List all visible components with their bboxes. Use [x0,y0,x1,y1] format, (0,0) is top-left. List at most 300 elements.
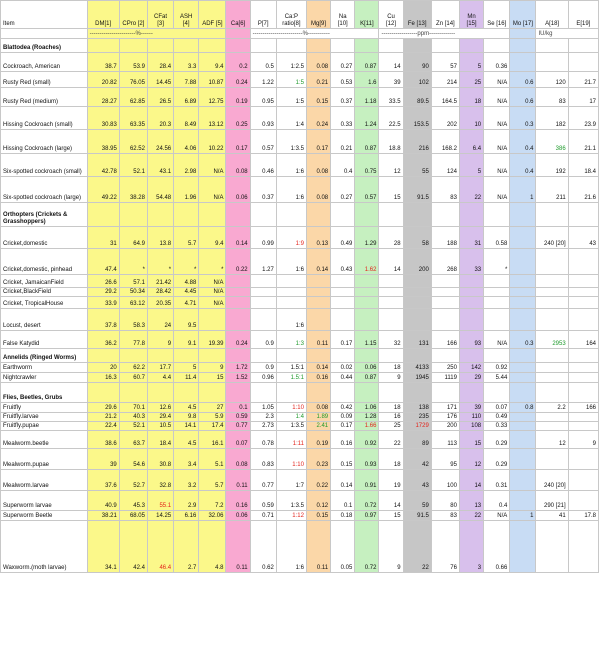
table-cell: 4133 [403,363,431,373]
table-cell: 38.21 [87,511,119,521]
table-cell: 21.1 [568,130,598,154]
table-cell: 14 [379,491,403,511]
table-cell [403,383,431,403]
table-cell: 0.11 [306,521,330,573]
table-cell: 55.1 [147,491,173,511]
table-cell: N/A [484,154,510,177]
table-cell [379,309,403,331]
table-cell: 0.16 [306,373,330,383]
table-cell: 0.72 [355,521,379,573]
table-cell [568,203,598,227]
table-cell [568,249,598,275]
table-cell [403,288,431,297]
table-cell: 58.3 [119,309,147,331]
table-cell: 0.02 [331,363,355,373]
table-cell: 25 [459,72,483,88]
table-cell: 5.7 [174,227,199,249]
section-label: Blattodea (Roaches) [1,39,88,53]
table-cell: 0.17 [226,130,250,154]
table-cell [568,470,598,491]
table-cell: 42 [403,449,431,470]
table-cell [355,383,379,403]
column-header: A[18] [536,1,568,29]
item-name: Rusty Red (medium) [1,88,88,107]
table-cell: 38.6 [87,431,119,449]
table-cell: 0.46 [250,154,276,177]
table-row [1,491,599,511]
table-cell: 1.18 [355,88,379,107]
section-header-row [1,203,599,227]
units-row [1,29,599,39]
table-cell: 76 [431,521,459,573]
table-cell [379,383,403,403]
table-row [1,511,599,521]
table-cell: 5 [174,363,199,373]
table-cell: 0.15 [306,88,330,107]
table-cell [403,309,431,331]
table-cell [355,288,379,297]
table-cell [199,203,226,227]
table-cell: 1.15 [355,331,379,349]
item-name: Mealworm.beetle [1,431,88,449]
table-cell [226,288,250,297]
table-cell: 214 [431,72,459,88]
table-cell: 1:10 [276,449,306,470]
table-cell: 29.4 [147,413,173,422]
table-cell [459,39,483,53]
table-cell: 46.4 [147,521,173,573]
table-cell: 22.4 [87,422,119,431]
table-cell: 0.07 [226,431,250,449]
table-cell: 9.5 [174,309,199,331]
table-cell: 0.08 [226,449,250,470]
table-cell: 0.14 [226,227,250,249]
table-cell [355,203,379,227]
table-cell: * [174,249,199,275]
table-cell: 30.83 [87,107,119,130]
table-cell: 39 [379,72,403,88]
table-cell [431,349,459,363]
table-cell: 30.8 [147,449,173,470]
table-cell [568,413,598,422]
table-cell: 32 [379,331,403,349]
table-cell [510,413,536,422]
table-cell: 0.2 [226,53,250,72]
table-cell: 0.58 [484,227,510,249]
table-cell: 26.5 [147,88,173,107]
table-cell: N/A [484,177,510,203]
table-cell: 39 [87,449,119,470]
table-cell: 0.59 [226,413,250,422]
table-cell: 17.8 [568,511,598,521]
table-cell: 2.73 [250,422,276,431]
table-cell: 120 [536,72,568,88]
table-cell: 1:6 [276,521,306,573]
table-cell: 21.7 [568,72,598,88]
table-cell: 216 [403,130,431,154]
table-cell: 0.15 [306,511,330,521]
table-cell [431,39,459,53]
table-row [1,431,599,449]
table-cell [484,297,510,309]
table-cell: 1:2.5 [276,53,306,72]
table-cell: 29.6 [87,403,119,413]
table-cell [510,449,536,470]
item-name: Cockroach, American [1,53,88,72]
table-cell: 1:6 [276,249,306,275]
table-cell: 62.85 [119,88,147,107]
table-cell [226,309,250,331]
table-cell [306,275,330,288]
table-cell: 1 [510,511,536,521]
table-cell: 17.4 [199,422,226,431]
item-name: Locust, desert [1,309,88,331]
table-cell: 32.06 [199,511,226,521]
column-header: CFat [3] [147,1,173,29]
table-cell: 0.25 [226,107,250,130]
table-cell [147,39,173,53]
table-cell [226,275,250,288]
table-cell: 63.12 [119,297,147,309]
table-cell [226,349,250,363]
column-header: Zn [14] [431,1,459,29]
table-cell: 13.12 [199,107,226,130]
table-cell: 2953 [536,331,568,349]
table-cell: 20.82 [87,72,119,88]
table-cell: 8.49 [174,107,199,130]
table-cell [536,39,568,53]
table-cell: 153.5 [403,107,431,130]
item-name: Waxworm.(moth larvae) [1,521,88,573]
table-row [1,373,599,383]
table-cell [510,349,536,363]
item-name: Superworm Beetle [1,511,88,521]
table-cell [459,203,483,227]
table-cell: 20.3 [147,107,173,130]
table-cell: N/A [199,154,226,177]
table-cell: 27 [199,403,226,413]
table-cell: 60.7 [119,373,147,383]
table-cell: 235 [403,413,431,422]
table-cell [510,288,536,297]
table-cell: 32.8 [147,470,173,491]
table-cell [250,349,276,363]
table-cell [431,383,459,403]
table-cell: 10.22 [199,130,226,154]
table-cell [459,349,483,363]
table-cell: 0.06 [226,177,250,203]
table-cell [250,309,276,331]
table-cell: 59 [403,491,431,511]
table-cell: 0.95 [250,88,276,107]
table-cell: 131 [403,331,431,349]
table-cell [355,297,379,309]
table-cell: 14.1 [174,422,199,431]
table-cell: 2.7 [174,521,199,573]
table-cell: 0.9 [250,331,276,349]
table-cell: 0.5 [250,53,276,72]
table-cell: 1.28 [355,413,379,422]
table-cell: 23.9 [568,107,598,130]
table-cell [226,297,250,309]
table-cell: 80 [431,491,459,511]
table-cell: 4.06 [174,130,199,154]
table-cell: 200 [403,249,431,275]
table-cell [459,288,483,297]
table-cell [431,309,459,331]
table-cell: 0.29 [484,431,510,449]
table-cell [510,491,536,511]
table-cell: 28.27 [87,88,119,107]
table-cell [510,431,536,449]
table-cell: 1:6 [276,309,306,331]
table-cell: 0.3 [510,107,536,130]
table-cell: 31 [459,227,483,249]
table-cell: 52.7 [119,470,147,491]
table-cell: 83 [536,88,568,107]
table-cell: 83 [431,511,459,521]
table-cell: 28.42 [147,288,173,297]
table-cell [119,383,147,403]
column-header: Mn [15] [459,1,483,29]
table-cell: 0.21 [306,72,330,88]
table-cell: 40.9 [87,491,119,511]
item-name: Cricket,BlackField [1,288,88,297]
table-cell: 0.57 [250,130,276,154]
table-cell [459,309,483,331]
table-cell: 40.3 [119,413,147,422]
table-cell: 0.93 [250,107,276,130]
item-name: Cricket, TropicalHouse [1,297,88,309]
table-cell: 166 [431,331,459,349]
table-cell: 83 [431,177,459,203]
table-cell [379,203,403,227]
table-cell: 1:9 [276,227,306,249]
section-label: Annelids (Ringed Worms) [1,349,88,363]
item-name: Cricket,domestic, pinhead [1,249,88,275]
item-name: Rusty Red (small) [1,72,88,88]
table-cell: 89.5 [403,88,431,107]
table-cell [510,203,536,227]
table-cell: 124 [431,154,459,177]
table-cell: * [484,249,510,275]
column-header: Ca[6] [226,1,250,29]
table-cell [510,373,536,383]
table-cell: 5 [459,53,483,72]
table-cell: 6.89 [174,88,199,107]
table-cell: 11.4 [174,373,199,383]
table-row [1,403,599,413]
table-cell: 1.72 [226,363,250,373]
table-cell [199,309,226,331]
table-cell [431,297,459,309]
table-cell [276,275,306,288]
table-cell: 15 [379,511,403,521]
column-header: ADF [5] [199,1,226,29]
table-cell: 9 [147,331,173,349]
table-cell: 18.4 [568,154,598,177]
table-row [1,309,599,331]
table-cell [568,349,598,363]
table-cell: 0.87 [355,130,379,154]
column-header: Item [1,1,88,29]
table-cell [147,203,173,227]
table-cell: 4.8 [199,521,226,573]
table-cell: 0.14 [306,249,330,275]
table-cell: 4.71 [174,297,199,309]
table-cell: 142 [459,363,483,373]
table-cell [250,275,276,288]
table-cell [331,39,355,53]
table-cell: 7.88 [174,72,199,88]
table-cell: 9 [379,373,403,383]
table-cell: 54.6 [119,449,147,470]
table-cell [276,288,306,297]
table-row [1,72,599,88]
table-cell [276,203,306,227]
table-cell: 22.5 [379,107,403,130]
table-cell: 1.24 [355,107,379,130]
table-cell: 20 [87,363,119,373]
table-cell [510,470,536,491]
table-row [1,422,599,431]
table-cell [119,349,147,363]
units-spacer [1,29,88,39]
table-cell: 0.87 [355,53,379,72]
table-cell: 42.78 [87,154,119,177]
table-cell [379,39,403,53]
table-cell [276,383,306,403]
table-cell [306,297,330,309]
table-cell [568,491,598,511]
table-row [1,227,599,249]
table-cell: 0.21 [331,130,355,154]
table-cell: 47.4 [87,249,119,275]
table-cell: 6.16 [174,511,199,521]
table-cell: 0.49 [484,413,510,422]
table-cell: 91.5 [403,511,431,521]
table-cell [536,413,568,422]
table-cell: 1.29 [355,227,379,249]
table-cell: 3.2 [174,470,199,491]
table-cell [306,309,330,331]
table-cell [536,203,568,227]
table-cell: 1.89 [306,413,330,422]
table-cell: 1:3.5 [276,130,306,154]
table-cell: N/A [484,72,510,88]
table-cell [331,275,355,288]
table-cell: 4.5 [174,403,199,413]
table-cell: 93 [459,331,483,349]
table-cell: 0.97 [355,511,379,521]
table-cell: 1:11 [276,431,306,449]
table-cell [510,383,536,403]
table-cell: 0.11 [226,470,250,491]
table-cell [568,309,598,331]
column-header: Fe [13] [403,1,431,29]
table-cell: 0.13 [306,227,330,249]
table-cell [536,363,568,373]
table-cell: 68.05 [119,511,147,521]
table-cell [355,275,379,288]
table-cell: 62.2 [119,363,147,373]
table-cell: 0.43 [331,249,355,275]
table-cell: 0.92 [484,363,510,373]
table-cell: 33.5 [379,88,403,107]
table-cell: 0.05 [331,521,355,573]
table-cell: 1:5 [276,88,306,107]
table-cell [536,288,568,297]
item-name: Cricket, JamaicanField [1,275,88,288]
table-cell: 2.3 [250,413,276,422]
column-header: Cu [12] [379,1,403,29]
table-cell: 22 [403,521,431,573]
table-cell: 0.72 [355,491,379,511]
table-cell: 18 [379,363,403,373]
table-cell: 50.34 [119,288,147,297]
table-cell [431,288,459,297]
table-cell: 38.28 [119,177,147,203]
table-cell: 2.98 [174,154,199,177]
table-cell: 1 [510,177,536,203]
table-cell: 1729 [403,422,431,431]
table-cell: 1:7 [276,470,306,491]
table-cell: 54.48 [147,177,173,203]
item-name: Fruitfly.larvae [1,413,88,422]
table-cell: 38.95 [87,130,119,154]
table-cell: 21.2 [87,413,119,422]
table-cell: 5.44 [484,373,510,383]
table-cell: 26.6 [87,275,119,288]
table-cell [355,39,379,53]
table-cell: 28.4 [147,53,173,72]
table-cell [536,297,568,309]
table-cell: 43.1 [147,154,173,177]
table-cell: 1.22 [250,72,276,88]
table-cell: 1.27 [250,249,276,275]
table-row [1,154,599,177]
table-cell: 1.66 [355,422,379,431]
table-cell [355,349,379,363]
table-cell [174,39,199,53]
table-cell: 37.6 [87,470,119,491]
table-cell: 14 [379,53,403,72]
table-cell: 171 [431,403,459,413]
table-cell: N/A [199,288,226,297]
table-cell: 63.7 [119,431,147,449]
table-cell: 12.6 [147,403,173,413]
table-cell: 43 [568,227,598,249]
table-cell [510,297,536,309]
table-cell: 42.4 [119,521,147,573]
table-cell [174,203,199,227]
table-cell: 12 [459,449,483,470]
table-cell: 25 [379,422,403,431]
item-name: Cricket,domestic [1,227,88,249]
table-cell: 4.45 [174,288,199,297]
table-cell: 43 [403,470,431,491]
table-cell: 13.8 [147,227,173,249]
table-cell: 0.18 [331,511,355,521]
table-cell [536,383,568,403]
table-cell: 9.1 [174,331,199,349]
table-cell: 53.9 [119,53,147,72]
table-cell: 3.4 [174,449,199,470]
table-cell: 20.35 [147,297,173,309]
table-cell: 0.1 [226,403,250,413]
table-cell: 17.7 [147,363,173,373]
table-cell: 0.83 [250,449,276,470]
